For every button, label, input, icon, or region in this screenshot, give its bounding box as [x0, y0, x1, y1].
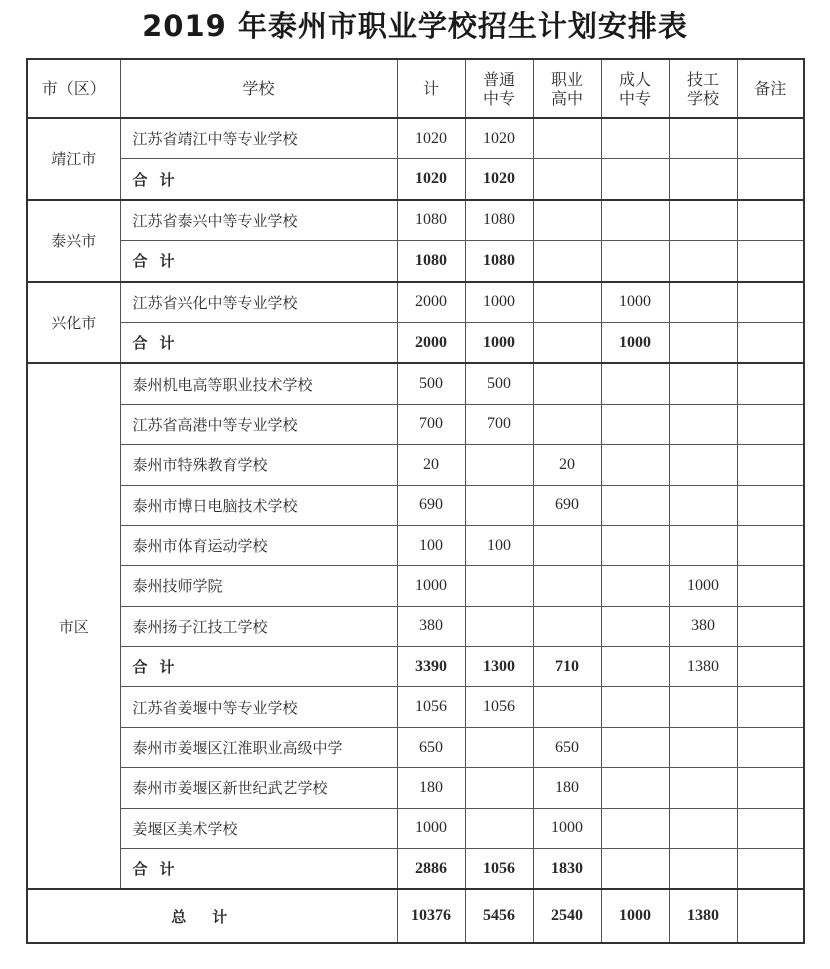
- grand-chengren-cell: 1000: [601, 889, 669, 943]
- jigong-cell: [669, 768, 737, 808]
- zhiye-cell: 690: [533, 485, 601, 525]
- total-cell: 700: [397, 404, 465, 444]
- putong-cell: [465, 445, 533, 485]
- putong-cell: 1300: [465, 647, 533, 687]
- total-cell: 380: [397, 606, 465, 646]
- table-row: [27, 445, 804, 485]
- school-cell: 泰州技师学院: [120, 566, 397, 606]
- chengren-cell: [601, 404, 669, 444]
- subtotal-row: [27, 241, 804, 282]
- total-cell: 1000: [397, 566, 465, 606]
- note-cell: [737, 322, 804, 363]
- putong-cell: 1056: [465, 687, 533, 727]
- table-row: [27, 808, 804, 848]
- chengren-cell: [601, 808, 669, 848]
- note-cell: [737, 282, 804, 323]
- note-cell: [737, 525, 804, 565]
- zhiye-cell: [533, 363, 601, 404]
- total-cell: 180: [397, 768, 465, 808]
- chengren-cell: [601, 606, 669, 646]
- school-cell: 泰州市体育运动学校: [120, 525, 397, 565]
- grand-note-cell: [737, 889, 804, 943]
- total-cell: 650: [397, 727, 465, 767]
- chengren-cell: [601, 647, 669, 687]
- total-cell: 1020: [397, 118, 465, 159]
- table-row: [27, 363, 804, 404]
- chengren-cell: [601, 849, 669, 890]
- school-cell: 江苏省姜堰中等专业学校: [120, 687, 397, 727]
- school-cell: 泰州市博日电脑技术学校: [120, 485, 397, 525]
- jigong-cell: [669, 445, 737, 485]
- region-cell-shiqu: 市区: [27, 363, 120, 889]
- zhiye-cell: 650: [533, 727, 601, 767]
- note-cell: [737, 485, 804, 525]
- note-cell: [737, 241, 804, 282]
- subtotal-label: 合计: [120, 849, 397, 890]
- chengren-cell: [601, 727, 669, 767]
- chengren-cell: [601, 363, 669, 404]
- header-chengren-zhongzhuan: 成人 中专: [601, 59, 669, 118]
- table-row: [27, 687, 804, 727]
- total-cell: 1056: [397, 687, 465, 727]
- zhiye-cell: [533, 566, 601, 606]
- jigong-cell: [669, 687, 737, 727]
- total-cell: 690: [397, 485, 465, 525]
- putong-cell: 1000: [465, 322, 533, 363]
- grand-jigong-cell: 1380: [669, 889, 737, 943]
- table-row: [27, 200, 804, 241]
- jigong-cell: 1380: [669, 647, 737, 687]
- note-cell: [737, 445, 804, 485]
- note-cell: [737, 159, 804, 200]
- zhiye-cell: [533, 687, 601, 727]
- putong-cell: 1056: [465, 849, 533, 890]
- note-cell: [737, 606, 804, 646]
- school-cell: 泰州市特殊教育学校: [120, 445, 397, 485]
- jigong-cell: [669, 282, 737, 323]
- school-cell: 泰州市姜堰区新世纪武艺学校: [120, 768, 397, 808]
- table-row: [27, 768, 804, 808]
- subtotal-row: [27, 322, 804, 363]
- total-cell: 1080: [397, 200, 465, 241]
- chengren-cell: 1000: [601, 322, 669, 363]
- region-cell-jingjiang: 靖江市: [27, 118, 120, 200]
- putong-cell: [465, 485, 533, 525]
- putong-cell: [465, 606, 533, 646]
- chengren-cell: [601, 118, 669, 159]
- jigong-cell: 1000: [669, 566, 737, 606]
- zhiye-cell: 1000: [533, 808, 601, 848]
- grand-putong-cell: 5456: [465, 889, 533, 943]
- total-cell: 2886: [397, 849, 465, 890]
- jigong-cell: [669, 322, 737, 363]
- putong-cell: 700: [465, 404, 533, 444]
- jigong-cell: [669, 241, 737, 282]
- note-cell: [737, 768, 804, 808]
- note-cell: [737, 647, 804, 687]
- total-cell: 1000: [397, 808, 465, 848]
- putong-cell: 1020: [465, 159, 533, 200]
- zhiye-cell: [533, 525, 601, 565]
- header-zhiye-gaozhong: 职业 高中: [533, 59, 601, 118]
- chengren-cell: [601, 687, 669, 727]
- total-cell: 500: [397, 363, 465, 404]
- putong-cell: [465, 566, 533, 606]
- total-cell: 1020: [397, 159, 465, 200]
- jigong-cell: [669, 525, 737, 565]
- jigong-cell: [669, 363, 737, 404]
- jigong-cell: [669, 118, 737, 159]
- grand-zhiye-cell: 2540: [533, 889, 601, 943]
- grand-total-label: 总计: [27, 889, 397, 943]
- putong-cell: 1080: [465, 241, 533, 282]
- school-cell: 江苏省高港中等专业学校: [120, 404, 397, 444]
- note-cell: [737, 687, 804, 727]
- chengren-cell: [601, 241, 669, 282]
- grand-total-cell: 10376: [397, 889, 465, 943]
- putong-cell: [465, 768, 533, 808]
- chengren-cell: [601, 525, 669, 565]
- total-cell: 100: [397, 525, 465, 565]
- table-row: [27, 727, 804, 767]
- school-cell: 江苏省兴化中等专业学校: [120, 282, 397, 323]
- jigong-cell: [669, 200, 737, 241]
- jigong-cell: 380: [669, 606, 737, 646]
- table-header-row: [27, 59, 804, 118]
- note-cell: [737, 808, 804, 848]
- total-cell: 20: [397, 445, 465, 485]
- note-cell: [737, 566, 804, 606]
- chengren-cell: [601, 485, 669, 525]
- putong-cell: [465, 727, 533, 767]
- jigong-cell: [669, 159, 737, 200]
- header-total: 计: [397, 59, 465, 118]
- subtotal-label: 合计: [120, 647, 397, 687]
- jigong-cell: [669, 808, 737, 848]
- region-cell-taixing: 泰兴市: [27, 200, 120, 282]
- table-row: [27, 282, 804, 323]
- total-cell: 2000: [397, 282, 465, 323]
- putong-cell: 1080: [465, 200, 533, 241]
- zhiye-cell: 180: [533, 768, 601, 808]
- chengren-cell: [601, 200, 669, 241]
- header-jigong-xuexiao: 技工 学校: [669, 59, 737, 118]
- putong-cell: 500: [465, 363, 533, 404]
- subtotal-label: 合计: [120, 322, 397, 363]
- header-region: 市（区）: [27, 59, 120, 118]
- chengren-cell: [601, 566, 669, 606]
- note-cell: [737, 200, 804, 241]
- table-row: [27, 566, 804, 606]
- table-row: [27, 485, 804, 525]
- zhiye-cell: [533, 118, 601, 159]
- subtotal-label: 合计: [120, 159, 397, 200]
- note-cell: [737, 363, 804, 404]
- total-cell: 2000: [397, 322, 465, 363]
- zhiye-cell: [533, 606, 601, 646]
- grand-total-row: [27, 889, 804, 943]
- zhiye-cell: 20: [533, 445, 601, 485]
- chengren-cell: [601, 768, 669, 808]
- school-cell: 泰州机电高等职业技术学校: [120, 363, 397, 404]
- header-putong-zhongzhuan: 普通 中专: [465, 59, 533, 118]
- putong-cell: 100: [465, 525, 533, 565]
- putong-cell: [465, 808, 533, 848]
- zhiye-cell: 710: [533, 647, 601, 687]
- zhiye-cell: [533, 241, 601, 282]
- zhiye-cell: [533, 282, 601, 323]
- chengren-cell: [601, 445, 669, 485]
- note-cell: [737, 404, 804, 444]
- enrollment-table: [26, 58, 805, 944]
- school-cell: 江苏省靖江中等专业学校: [120, 118, 397, 159]
- zhiye-cell: [533, 404, 601, 444]
- subtotal-row: [27, 647, 804, 687]
- subtotal-label: 合计: [120, 241, 397, 282]
- total-cell: 3390: [397, 647, 465, 687]
- jigong-cell: [669, 849, 737, 890]
- header-school: 学校: [120, 59, 397, 118]
- school-cell: 姜堰区美术学校: [120, 808, 397, 848]
- table-row: [27, 404, 804, 444]
- zhiye-cell: [533, 322, 601, 363]
- total-cell: 1080: [397, 241, 465, 282]
- region-cell-xinghua: 兴化市: [27, 282, 120, 364]
- school-cell: 泰州市姜堰区江淮职业高级中学: [120, 727, 397, 767]
- page-title: 2019 年泰州市职业学校招生计划安排表: [142, 9, 688, 43]
- school-cell: 泰州扬子江技工学校: [120, 606, 397, 646]
- note-cell: [737, 118, 804, 159]
- jigong-cell: [669, 485, 737, 525]
- putong-cell: 1020: [465, 118, 533, 159]
- jigong-cell: [669, 727, 737, 767]
- note-cell: [737, 849, 804, 890]
- chengren-cell: 1000: [601, 282, 669, 323]
- header-note: 备注: [737, 59, 804, 118]
- school-cell: 江苏省泰兴中等专业学校: [120, 200, 397, 241]
- zhiye-cell: 1830: [533, 849, 601, 890]
- table-row: [27, 525, 804, 565]
- subtotal-row: [27, 849, 804, 890]
- subtotal-row: [27, 159, 804, 200]
- zhiye-cell: [533, 159, 601, 200]
- table-row: [27, 118, 804, 159]
- zhiye-cell: [533, 200, 601, 241]
- table-row: [27, 606, 804, 646]
- chengren-cell: [601, 159, 669, 200]
- putong-cell: 1000: [465, 282, 533, 323]
- note-cell: [737, 727, 804, 767]
- jigong-cell: [669, 404, 737, 444]
